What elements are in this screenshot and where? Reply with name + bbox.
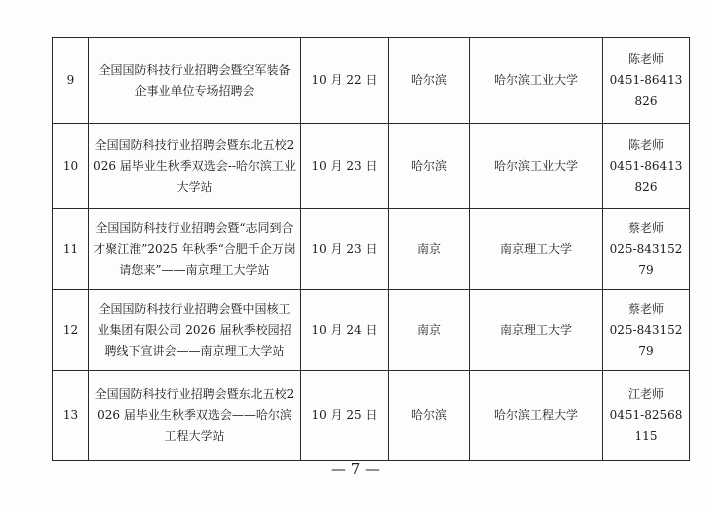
event-city: 南京 xyxy=(389,290,470,371)
contact-cell xyxy=(603,209,690,290)
table-row xyxy=(53,290,690,371)
contact-phone: 0451-82568115 xyxy=(609,408,683,443)
table-row xyxy=(53,371,690,461)
contact-cell xyxy=(603,124,690,209)
contact-person: 蔡老师 xyxy=(627,301,664,316)
event-city: 哈尔滨 xyxy=(389,124,470,209)
event-date: 10 月 22 日 xyxy=(301,38,389,124)
contact-person: 陈老师 xyxy=(627,52,664,66)
job-fair-schedule-table xyxy=(52,37,690,461)
event-date: 10 月 23 日 xyxy=(301,209,389,290)
contact-cell xyxy=(603,371,690,461)
event-venue: 南京理工大学 xyxy=(470,290,603,371)
contact-person: 蔡老师 xyxy=(627,220,664,235)
event-name: 全国国防科技行业招聘会暨东北五校2026 届毕业生秋季双选会——哈尔滨工程大学站 xyxy=(89,371,301,461)
row-number: 13 xyxy=(53,371,89,461)
event-city: 哈尔滨 xyxy=(389,38,470,124)
event-city: 哈尔滨 xyxy=(389,371,470,461)
contact-phone: 0451-86413826 xyxy=(609,73,683,108)
page-number: — 7 — xyxy=(330,460,381,478)
table-row xyxy=(53,209,690,290)
row-number: 11 xyxy=(53,209,89,290)
contact-person: 陈老师 xyxy=(627,137,664,152)
event-name: 全国国防科技行业招聘会暨“志同到合才聚江淮”2025 年秋季“合肥千企万岗请您来”——南京理工大学站 xyxy=(89,209,301,290)
event-venue: 南京理工大学 xyxy=(470,209,603,290)
event-venue: 哈尔滨工业大学 xyxy=(470,38,603,124)
table-row xyxy=(53,124,690,209)
event-name: 全国国防科技行业招聘会暨中国核工业集团有限公司 2026 届秋季校园招聘线下宣讲会——南京理工大学站 xyxy=(89,290,301,371)
table-row xyxy=(53,38,690,124)
event-date: 10 月 25 日 xyxy=(301,371,389,461)
contact-phone: 025-84315279 xyxy=(609,241,683,277)
contact-phone: 0451-86413826 xyxy=(609,158,683,194)
event-venue: 哈尔滨工业大学 xyxy=(470,124,603,209)
contact-cell xyxy=(603,38,690,124)
row-number: 9 xyxy=(53,38,89,124)
contact-cell xyxy=(603,290,690,371)
event-name: 全国国防科技行业招聘会暨东北五校2026 届毕业生秋季双选会--哈尔滨工业大学站 xyxy=(89,124,301,209)
contact-person: 江老师 xyxy=(627,387,664,401)
event-date: 10 月 23 日 xyxy=(301,124,389,209)
event-venue: 哈尔滨工程大学 xyxy=(470,371,603,461)
event-name: 全国国防科技行业招聘会暨空军装备企事业单位专场招聘会 xyxy=(89,38,301,124)
event-city: 南京 xyxy=(389,209,470,290)
row-number: 10 xyxy=(53,124,89,209)
event-date: 10 月 24 日 xyxy=(301,290,389,371)
row-number: 12 xyxy=(53,290,89,371)
contact-phone: 025-84315279 xyxy=(609,322,683,358)
